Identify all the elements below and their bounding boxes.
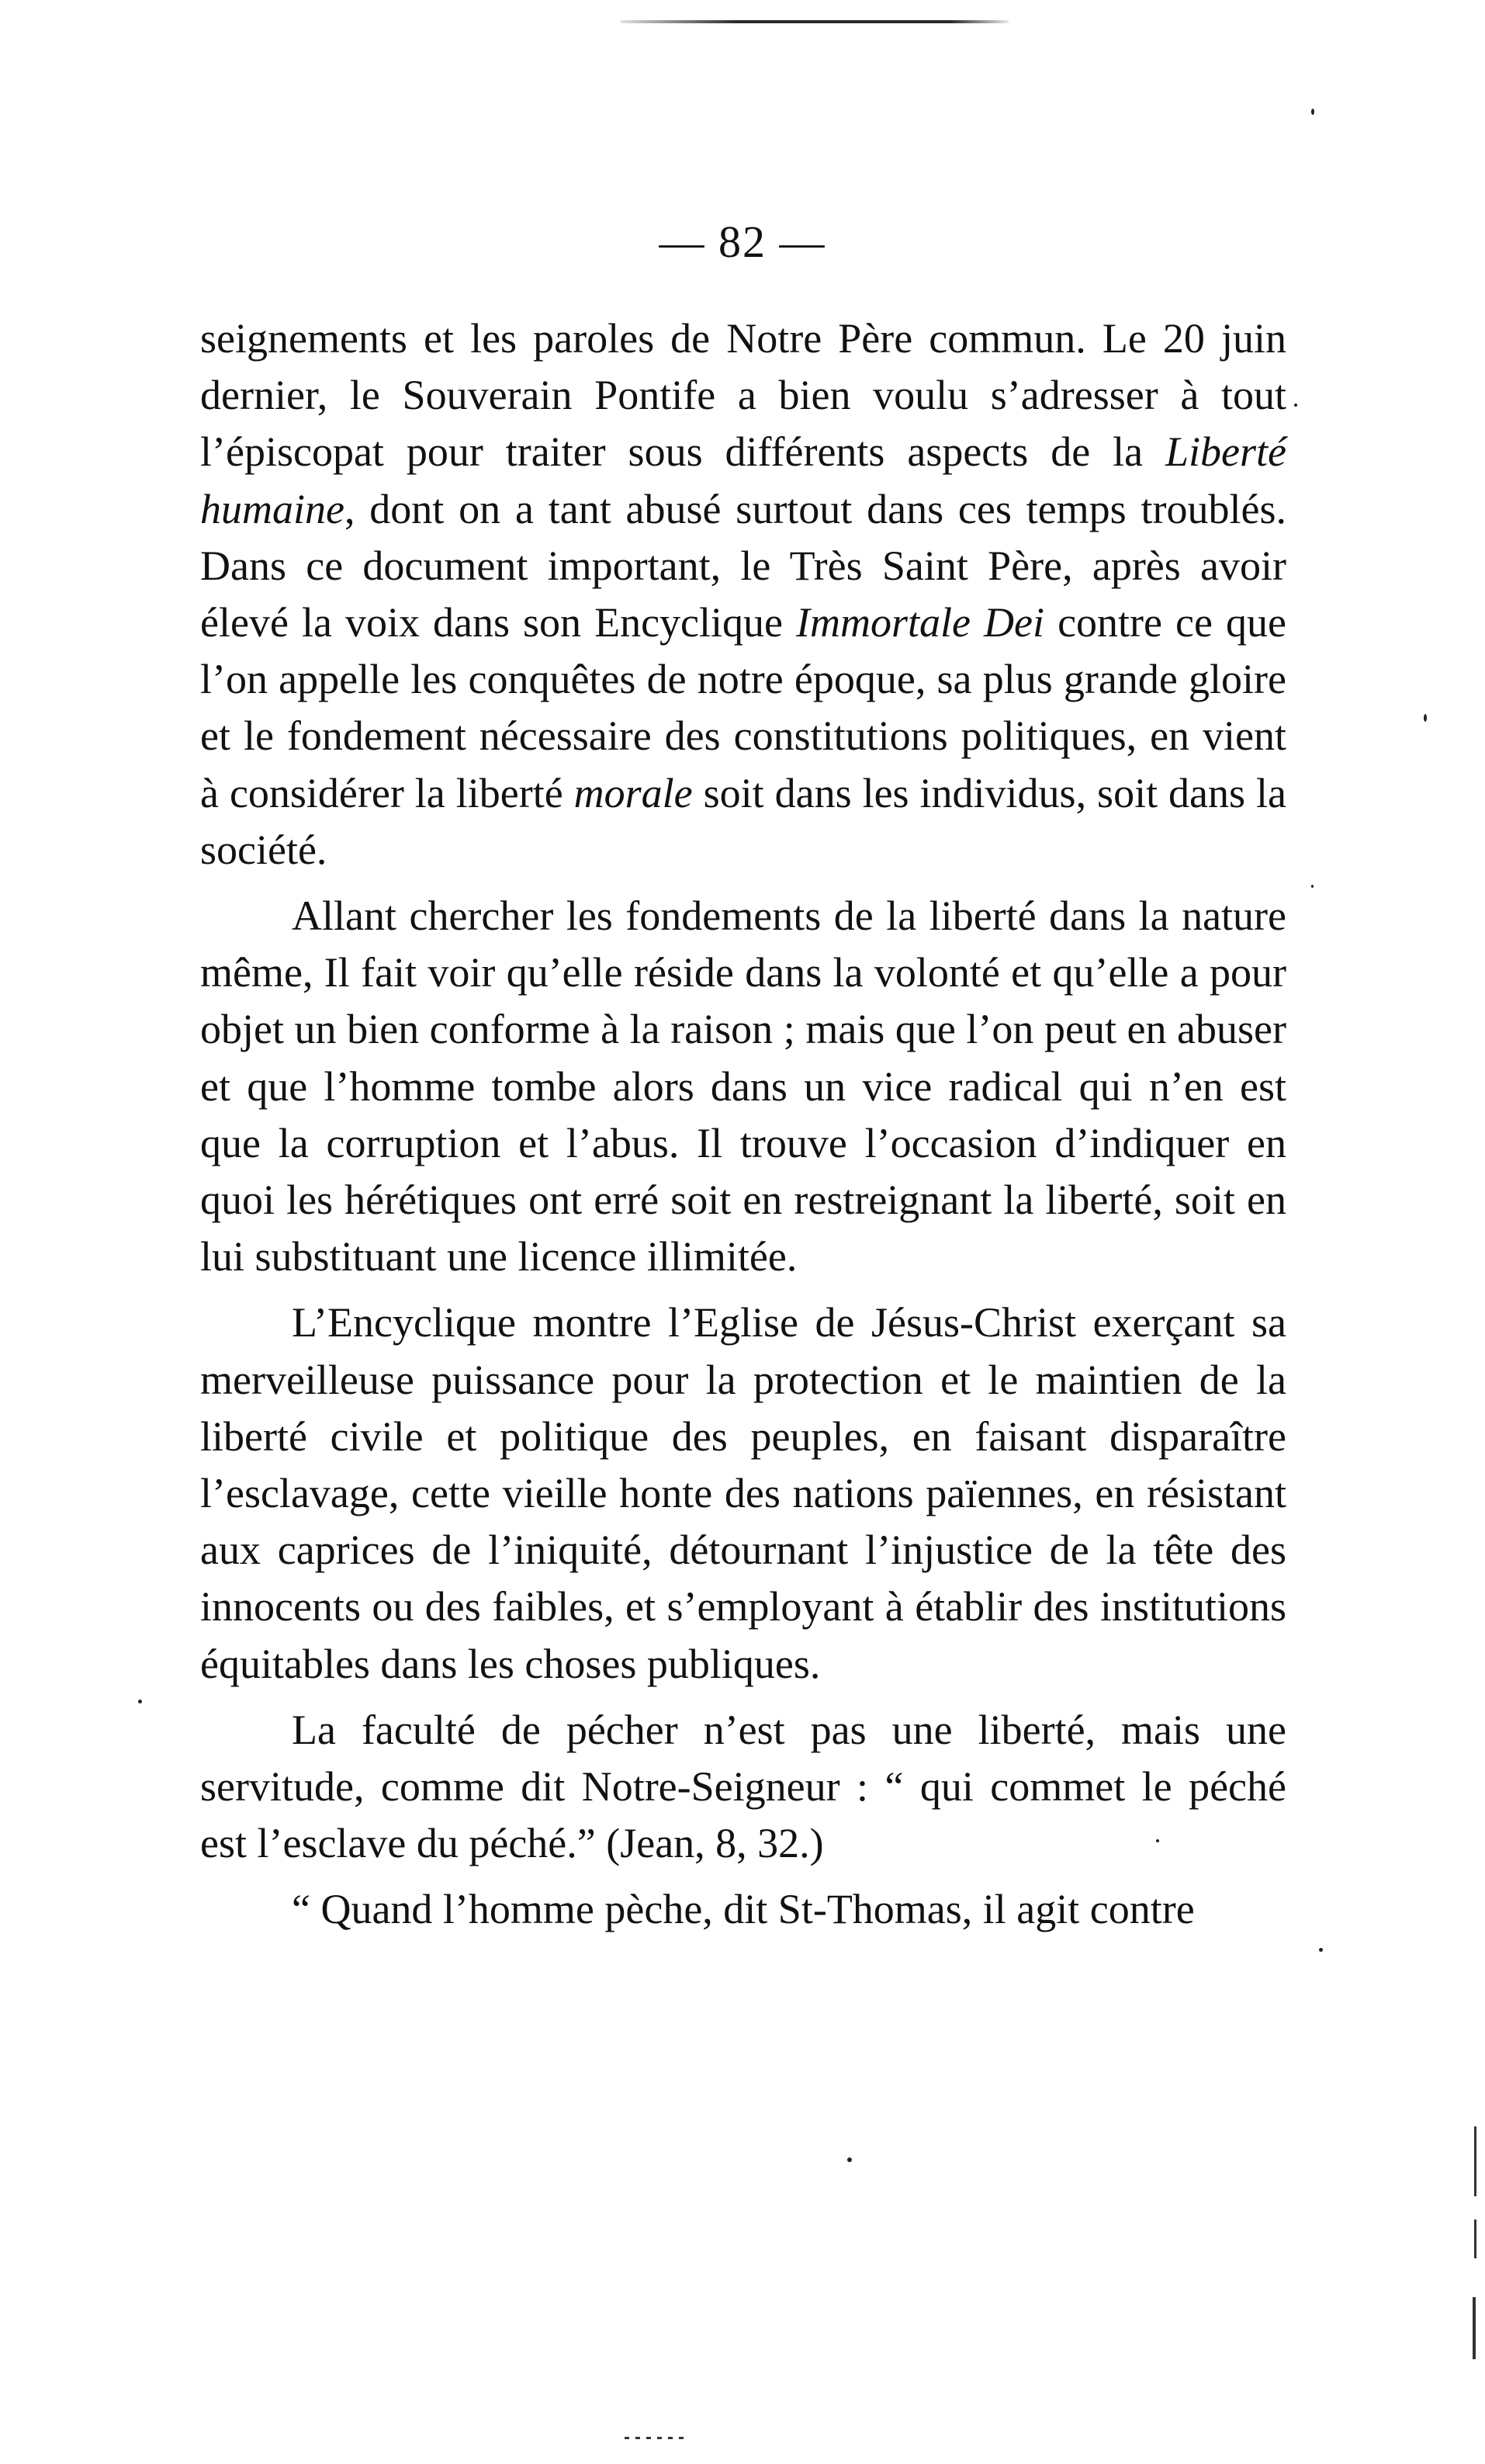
text-segment: , dont on a tant abusé surtout dans ces temps troublés. Dans ce document important, le Très Saint Père, après avoir élevé la voix dans son Encyclique xyxy=(200,485,1286,646)
scan-speck xyxy=(1156,1839,1159,1842)
top-edge-rule xyxy=(621,20,1009,23)
scan-speck xyxy=(1311,885,1314,888)
page-edge-mark xyxy=(1474,2126,1476,2196)
text-segment: L’Encyclique montre l’Eglise de Jésus-Christ exerçant sa merveilleuse puissance pour la protection et le maintien de la liberté civile et politique des peuples, en faisant disparaître l’esclavage, cette vieille honte des nations païennes, en résistant aux caprices de l’iniquité, détournant l’injustice de la tête des innocents ou des faibles, et s’employant à établir des institutions équitables dans les choses publiques. xyxy=(200,1299,1286,1687)
text-segment: Allant chercher les fondements de la liberté dans la nature même, Il fait voir qu’elle réside dans la volonté et qu’elle a pour objet un bien conforme à la raison ; mais que l’on peut en abuser et que l’homme tombe alors dans un vice radical qui n’en est que la corruption et l’abus. Il trouve l’occasion d’indiquer en quoi les hérétiques ont erré soit en restreignant la liberté, soit en lui substituant une licence illimitée. xyxy=(200,892,1286,1281)
italic-phrase: Liberté humaine xyxy=(200,428,1286,532)
scan-speck xyxy=(1319,1948,1323,1952)
italic-phrase: Immortale Dei xyxy=(796,599,1045,646)
scan-speck xyxy=(1294,404,1297,407)
scan-speck xyxy=(1311,109,1314,115)
paragraph-4 xyxy=(200,1702,1286,1873)
text-segment: contre ce que l’on appelle les conquêtes de notre époque, sa plus grande gloire et le fondement nécessaire des constitutions politiques, en vient à considérer la liberté xyxy=(200,599,1286,816)
text-segment: seignements et les paroles de Notre Père commun. Le 20 juin dernier, le Souverain Pontife a bien voulu s’adresser à tout l’épiscopat pour traiter sous différents aspects de la xyxy=(200,315,1286,476)
scan-speck xyxy=(1424,714,1427,722)
page-number: — 82 — xyxy=(659,217,826,267)
italic-phrase: morale xyxy=(573,769,693,816)
scan-speck xyxy=(847,2157,852,2162)
scan-speck xyxy=(138,1700,142,1703)
paragraph-5 xyxy=(200,1881,1286,1938)
text-segment: soit dans les individus, soit dans la société. xyxy=(200,769,1286,873)
text-segment: La faculté de pécher n’est pas une liberté, mais une servitude, comme dit Notre-Seigneur : “ qui commet le péché est l’esclave du péché.” (Jean, 8, 32.) xyxy=(200,1706,1286,1867)
paragraph-3 xyxy=(200,1294,1286,1692)
paragraph-2 xyxy=(200,888,1286,1285)
bottom-edge-mark xyxy=(625,2437,687,2439)
body-text xyxy=(200,310,1286,1948)
page-edge-mark xyxy=(1473,2297,1476,2359)
text-segment: “ Quand l’homme pèche, dit St-Thomas, il agit contre xyxy=(292,1886,1195,1933)
paragraph-1 xyxy=(200,310,1286,879)
page-edge-mark xyxy=(1474,2220,1476,2258)
